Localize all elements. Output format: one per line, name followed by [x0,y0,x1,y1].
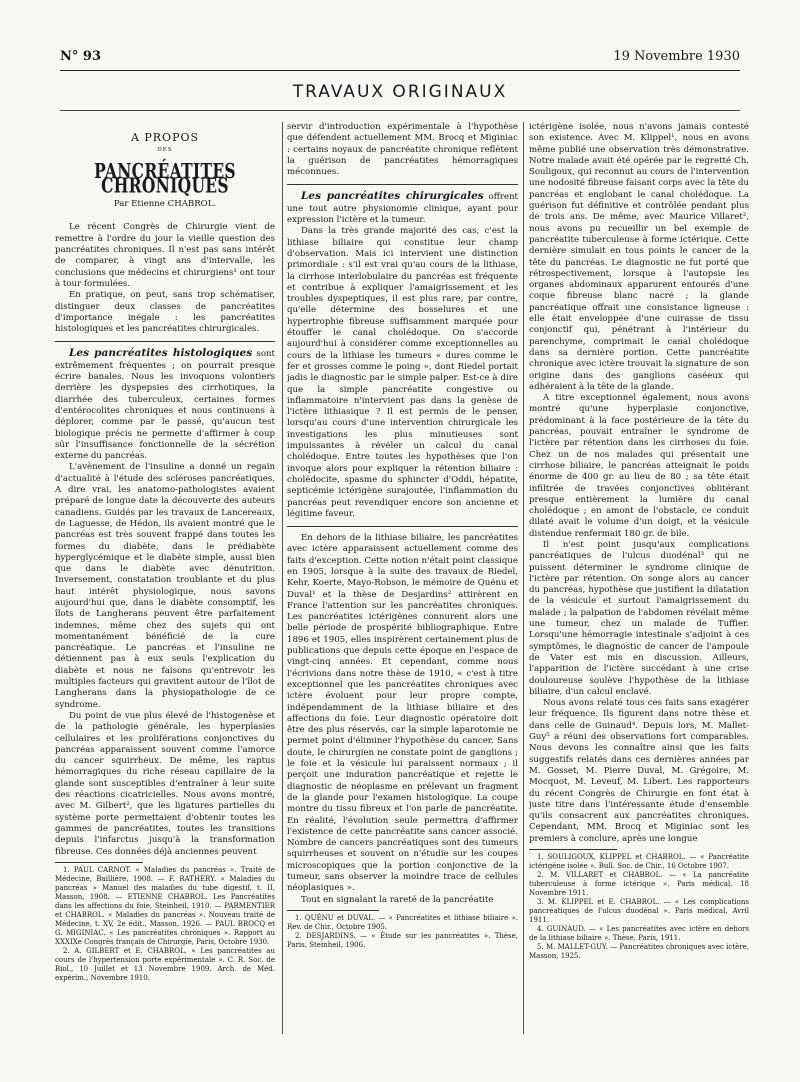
lead-text: sont extrêmement fréquentes ; on pourrait presque écrire banales. Nous les invoquons volontiers derrière les dyspepsies des cirrhotiques, la diarrhée des tuberculeux, certaines formes d'entérocolites chroniques et nous continuons à déplorer, comme par le passé, qu'aucun test biologique précis ne permette d'affirmer à coup sûr l'insuffisance fonctionnelle de la sécrétion externe du pancréas. [55,349,275,462]
paragraph: Tout en signalant la rareté de la pancréatite [301,894,494,905]
footnote: 2. DESJARDINS. — « Étude sur les pancréatites ». Thèse, Paris, Steinheil, 1906. [287,931,518,949]
separator-rule [287,526,518,527]
header-rule [60,70,740,71]
paragraph: L'avènement de l'insuline a donné un regain d'actualité à l'étude des scléroses pancréatiques. A dire vrai, les anatomo-pathologistes avaient préparé de longue date la découverte des auteurs canadiens. Guidés par les travaux de Lancereaux, de Laguesse, de Hédon, ils avaient montré que le pancréas est très souvent frappé dans toutes les formes du diabète, dans le prédiabète hyperglycémique et le diabète simple, aussi bien que dans le diabète avec dénutrition. Inversement, constatation troublante et du plus haut intérêt physiologique, nous savons aujourd'hui que, dans le diabète consomptif, les îlots de Langherans peuvent être parfaitement indemnes, même chez des sujets qui ont momentanément bénéficié de la cure pancréatique. Le pancréas et l'insuline ne détiennent pas à eux seuls l'explication du diabète et nous ne faisons qu'entrevoir les multiples facteurs qui gravitent autour de l'îlot de Langherans dans la physiopathologie de ce syndrome. [55,462,275,710]
paragraph: Nous avons relaté tous ces faits sans exagérer leur fréquence. Ils figurent dans notre thèse et dans celle de Guinaud⁴. Depuis lors, M. Mallet-Guy⁵ a réuni des observations fort comparables. Nous devons les connaître ainsi que les faits suggestifs relatés dans ces dernières années par M. Gosset, M. Pierre Duval, M. Grégoire, M. Mocquot, M. Leveuf, M. Libert. Les rapporteurs du récent Congrès de Chirurgie en font état à juste titre dans l'intéressante étude d'ensemble qu'ils consacrent aux pancréatites chroniques. Cependant, MM. Brocq et Miginiac sont les premiers à conclure, après une longue [529,698,749,844]
article-byline: Par Etienne CHABROL. [113,199,217,210]
paragraph: ictérigène isolée, nous n'avons jamais contesté son existence. Avec M. Klippel¹, nous en avons même publié une observation très démonstrative. Notre malade avait été opérée par le regretté Ch. Souligoux, qui reconnut au cours de l'intervention une nodosité fibreuse faisant corps avec la tête du pancréas et englobant le canal cholédoque. La guérison fut définitive et contrôlée pendant plus de trois ans. De même, avec Maurice Villaret², nous avons pu recueillir un bel exemple de pancréatite tuberculeuse à forme ictérique. Cette dernière simulait en tous points le cancer de la tête du pancréas. Le diagnostic ne fut porté que rétrospectivement, lorsque à l'autopsie les organes abdominaux apparurent entourés d'une coque fibreuse blanc nacré ; la glande pancréatique offrait une consistance ligneuse : elle était enveloppée d'une cuirasse de tissu conjonctif qui, pénétrant à l'intérieur du parenchyme, comprimait le canal cholédoque dans sa dernière portion. Cette pancréatite chronique avec ictère trouvait la signature de son origine dans des ganglions caséeux qui adhéraient à la tête de la glande. [529,122,749,392]
paragraph: servir d'introduction expérimentale à l'hypothèse que défendent actuellement MM. Brocq et Miginiac : certains noyaux de pancréatite chronique reflètent la guérison de pancréatites hémorragiques méconnues. [287,122,518,178]
footnote: 5. M. MALLET-GUY. — Pancréatites chroniques avec ictère, Masson, 1925. [529,943,749,960]
column-divider [282,122,283,1034]
paragraph: Il n'est point jusqu'aux complications pancréatiques de l'ulcus duodénal³ qui ne puissent déterminer le syndrome clinique de l'ictère par rétention. On songe alors au cancer du pancréas, hypothèse que justifient la dilatation de la vésicule et surtout l'amaigrissement du malade ; la palpation de l'abdomen révélait même une tumeur, chez un malade de Tuffier. Lorsqu'une hémorragie intestinale s'adjoint à ces symptômes, le diagnostic de cancer de l'ampoule de Vater est mis en discussion. Ailleurs, l'apparition de l'ictère succédant à une crise douloureuse soulève l'hypothèse de la lithiase biliaire, d'un calcul enclavé. [529,539,749,697]
paragraph-lead [287,191,518,226]
paragraph: A titre exceptionnel également, nous avons montré qu'une hyperplasie conjonctive, prédominant à la face postérieure de la tête du pancréas, pouvait entraîner le syndrome de l'ictère par rétention dans les cirrhoses du foie. Chez un de nos malades qui présentait une cirrhose biliaire, le pancréas atteignait le poids énorme de 400 gr. au lieu de 80 ; sa tête était infiltrée de travées conjonctives oblitérant presque entièrement la lumière du canal cholédoque ; en amont de l'obstacle, ce conduit dilaté avait le volume d'un doigt, et la vésicule distendue renfermait 180 gr. de bile. [529,393,749,539]
issue-date: 19 Novembre 1930 [613,49,740,64]
lead-text: offrent une tout autre physionomie clinique, ayant pour expression l'ictère et la tumeur. [287,192,518,226]
footnote-rule [287,910,379,911]
paragraph: En pratique, on peut, sans trop schématiser, distinguer deux classes de pancréatites d'importance inégale : les pancréatites histologiques et les pancréatites chirurgicales. [55,290,275,335]
footnote-rule [529,849,617,850]
footnote: 1. SOULIGOUX, KLIPPEL et CHABROL. — « Pancréatite ictérigène isolée ». Bull. Soc. de Chir., 16 Octobre 1907. [529,853,749,870]
column-1 [55,122,275,1022]
article-kicker: A PROPOS [130,131,200,144]
section-title: TRAVAUX ORIGINAUX [292,82,508,102]
paragraph: Dans la très grande majorité des cas, c'est la lithiase biliaire qui constitue leur champ d'observation. Mais ici intervient une distinction primordiale : s'il est vrai qu'au cours de la lithiase, la cirrhose interlobulaire du pancréas est fréquente et contribue à expliquer l'amaigrissement et les troubles dyspeptiques, il est plus rare, par contre, qu'elle détermine des bosselures et une hypertrophie fibreuse suffisamment marquée pour étouffer le canal cholédoque. On s'accorde aujourd'hui à considérer comme exceptionnelles au cours de la lithiase les tumeurs « dures comme le fer et grosses comme le poing », dont Riedel portait jadis le diagnostic par le simple palper. Est-ce à dire que la simple pancréatite congestive ou inflammatoire n'intervient pas dans la genèse de l'ictère lithiasique ? Il est permis de le penser, lorsqu'au cours d'une intervention chirurgicale les investigations les plus minutieuses sont impuissantes à révéler un calcul du canal cholédoque. Entre toutes les hypothèses que l'on invoque alors pour expliquer la rétention biliaire : cholédocite, spasme du sphincter d'Oddi, hépatite, septicémie ictérigène surajoutée, l'inflammation du pancréas peut revendiquer encore son ancienne et légitime faveur. [287,226,518,519]
footnote: 2. A. GILBERT et E. CHABROL. « Les pancréatites au cours de l'hypertension porte expérimentale ». C. R. Soc. de Biol., 10 Juillet et 13 Novembre 1909. Arch. de Méd. expérim., Novembre 1910. [55,946,275,982]
lead-title: Les pancréatites histologiques [69,347,253,360]
lead-title: Les pancréatites chirurgicales [301,190,484,203]
paragraph-lead [55,348,275,462]
article-title: PANCRÉATITES CHRONIQUES [94,157,236,199]
paragraph: Le récent Congrès de Chirurgie vient de remettre à l'ordre du jour la vieille question des pancréatites chroniques. Il n'est pas sans intérêt de comparer, à vingt ans d'intervalle, les conclusions que médecins et chirurgiens¹ ont tour à tour formulées. [55,222,275,289]
footnote: 2. M. VILLARET et CHABROL. — « La pancréatite tuberculeuse à forme ictérique ». Paris médical, 18 Novembre 1911. [529,871,749,897]
issue-number: N° 93 [60,49,101,64]
column-2 [287,122,518,1072]
separator-rule [287,184,518,185]
separator-rule [55,341,275,342]
footnote: 4. GUINAUD. — « Les pancréatites avec ictère en dehors de la lithiase biliaire ». Thèse, Paris, 1911. [529,925,749,942]
footnote: 1. PAUL CARNOT. « Maladies du pancréas ». Traité de Médecine, Baillière, 1908. — F. RATHERY. « Maladies du pancréas » Manuel des maladies du tube digestif, t. II, Masson, 1908. — ETIENNE CHABROL. Les Pancréatites dans les affections du foie, Steinheil, 1910. — PARMENTIER et CHABROL. « Maladies du pancréas ». Nouveau traité de Médecine, t. XV, 2e édit., Masson, 1926. — PAUL BROCQ et G. MIGINIAC. « Les pancréatites chroniques ». Rapport au XXXIXe Congrès français de Chirurgie, Paris, Octobre 1930. [55,865,275,946]
paragraph: En dehors de la lithiase biliaire, les pancréatites avec ictère apparaissent actuellement comme des faits d'exception. Cette notion n'était point classique en 1905, lorsque à la suite des travaux de Riedel, Kehr, Koerte, Mayo-Robson, le mémoire de Quénu et Duval¹ et la thèse de Desjardins² attirèrent en France l'attention sur les pancréatites chroniques. Les pancréatites ictérigènes connurent alors une belle période de prospérité bibliographique. Entre 1896 et 1905, elles inspirèrent certainement plus de publications que depuis cette époque en l'espace de vingt-cinq années. Et cependant, comme nous l'écrivions dans notre thèse de 1910, « c'est à titre exceptionnel que les pancréatites chroniques avec ictère évoluent pour leur propre compte, indépendamment de la lithiase biliaire et des affections du foie. Leur diagnostic opératoire doit être des plus réservés, car la simple laparotomie ne permet point d'éliminer l'hypothèse du cancer. Sans doute, le chirurgien ne constate point de ganglions ; le foie et la vésicule lui paraissent normaux ; il perçoit une induration pancréatique et rejette le diagnostic de néoplasme en prélevant un fragment de la glande pour l'examen histologique. La coupe montre du tissu fibreux et l'on parle de pancréatite. En réalité, l'évolution seule permettra d'affirmer l'existence de cette pancréatite sans cancer associé. Nombre de cancers pancréatiques sont des tumeurs squirrheuses et souvent on n'étudie sur les coupes microscopiques que la portion conjonctive de la tumeur, sans observer la moindre trace de cellules néoplasiques ». [287,533,518,894]
footnote: 3. M. KLIPPEL et E. CHABROL. — « Les complications pancréatiques de l'ulcus duodénal ». Paris médical, Avril 1911. [529,898,749,924]
column-divider [523,122,524,1034]
article-kicker-des: DES [157,147,173,154]
footnote-rule [55,862,143,863]
column-3 [529,122,749,1072]
footnote: 1. QUÉNU et DUVAL. — « Pancréatites et lithiase biliaire ». Rev. de Chir., Octobre 1905. [287,913,518,931]
paragraph: Du point de vue plus élevé de l'histogenèse et de la pathologie générale, les hyperplasies cellulaires et les proliférations conjonctives du pancréas apparaissent souvent comme l'amorce du cancer squirrheux. De même, les raptus hémorragiques du riche réseau capillaire de la glande sont susceptibles d'entraîner à leur suite des réactions cicatricielles. Nous avons montré, avec M. Gilbert², que les ligatures partielles du système porte permettaient d'obtenir toutes les gammes de pancréatites, toutes les transitions depuis l'infarctus jusqu'à la transformation fibreuse. Ces données déjà anciennes peuvent [55,710,275,857]
section-rule [60,110,740,111]
